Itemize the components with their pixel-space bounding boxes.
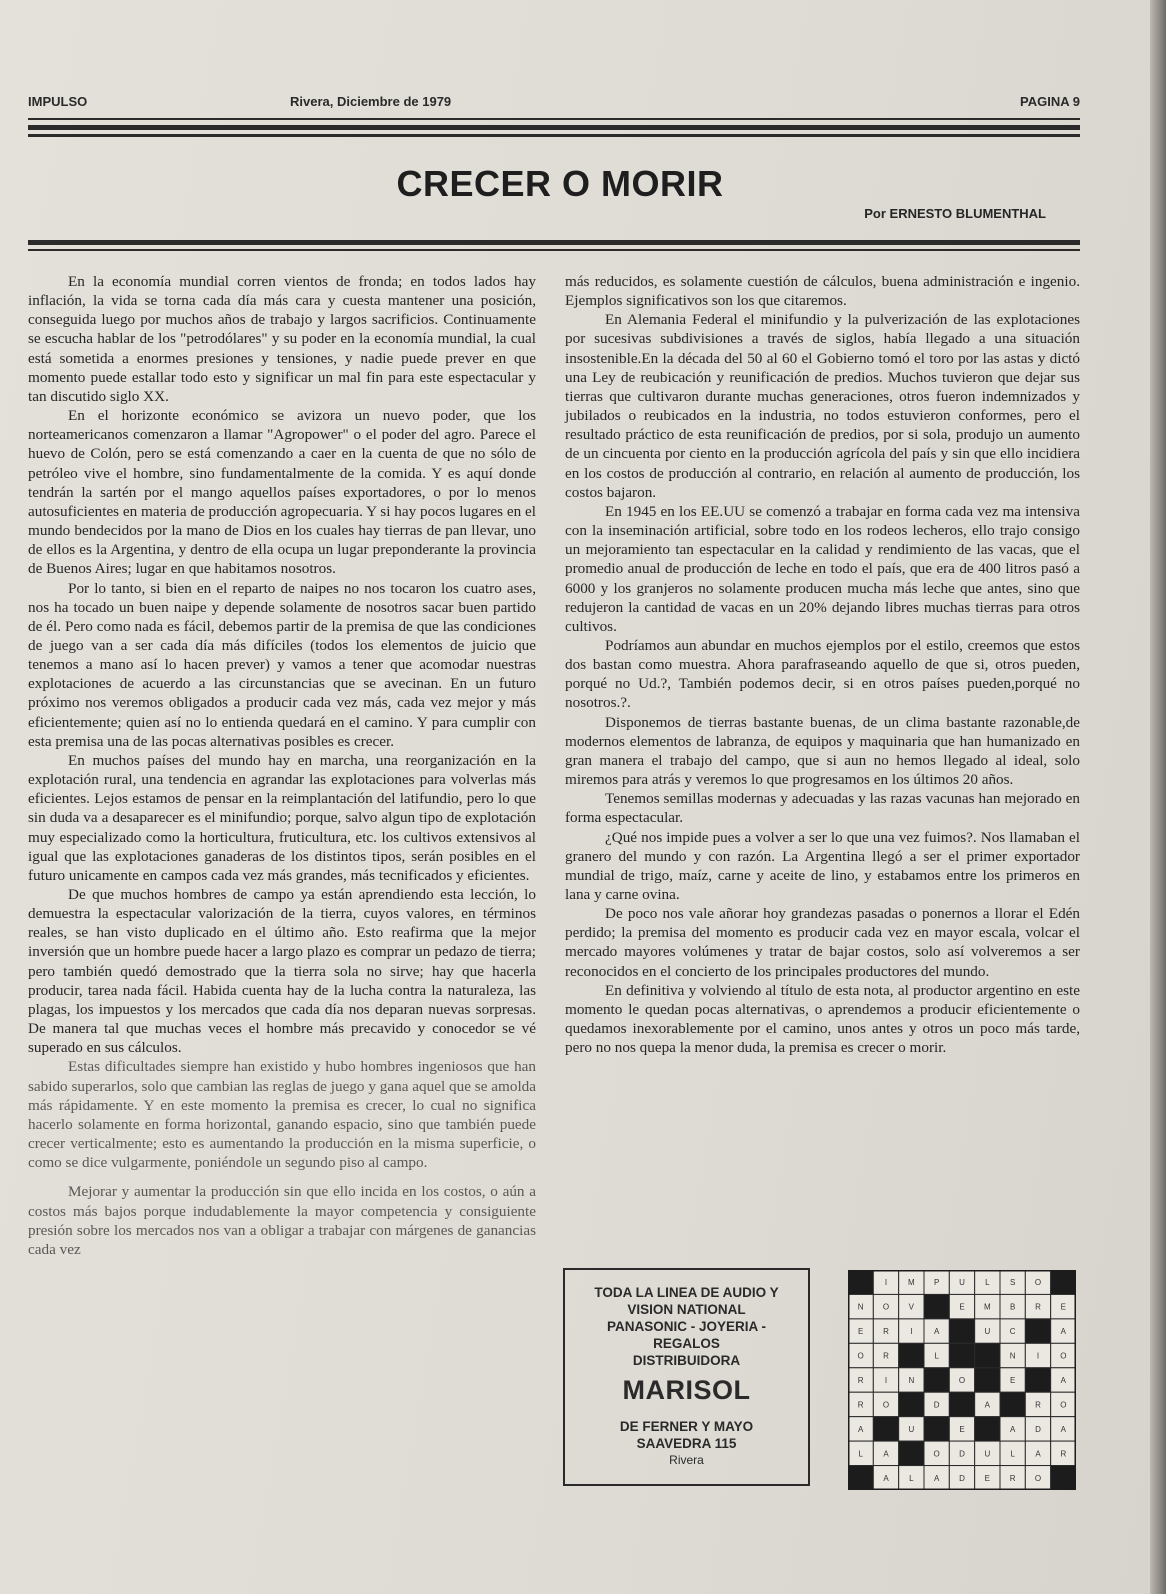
article-paragraph: Disponemos de tierras bastante buenas, de un clima bastante razonable,de modernos elementos de labranza, de equipos y maquinaria que han humanizado en gran manera el trabajo del campo, que si aun no hemos llegado al ideal, solo miremos para atrás y veremos lo que progresamos en los últimos 20 años. bbox=[565, 713, 1080, 789]
article-paragraph: más reducidos, es solamente cuestión de cálculos, buena administración e ingenio. Ejemplos significativos son los que citaremos. bbox=[565, 273, 1080, 310]
article-paragraph: En 1945 en los EE.UU se comenzó a trabajar en forma cada vez ma intensiva con la inseminación artificial, sobre todo en los rodeos lecheros, ello trajo consigo un mejoramiento tan espectacular en la calidad y rendimiento de las vacas, que el promedio anual de producción de leche en todo el país, que era de 400 litros pasó a 6000 y los granjeros no solamente producen mucha más leche que antes, sino que redujeron la cantidad de vacas en un 20% dejando libres muchas tierras para otros cultivos. bbox=[565, 502, 1080, 635]
crossword-letter: A bbox=[1060, 1327, 1067, 1337]
advertisement-box bbox=[563, 1268, 810, 1486]
article-paragraph: Mejorar y aumentar la producción sin que ello incida en los costos, o aún a costos más bajos porque indudablemente la mayor competencia y consiguiente presión sobre los mercados nos van a obligar a trabajar con márgenes de ganancias cada vez bbox=[28, 1183, 536, 1258]
article-paragraph: Por lo tanto, si bien en el reparto de naipes no nos tocaron los cuatro ases, nos ha tocado un buen naipe y depende solamente de nosotros sacar buen partido de él. Pero como nada es fácil, debemos partir de la premisa de que las condiciones de juego van a ser cada día más difíciles (todos los elementos de juicio que tenemos a mano así lo hacen prever) y vamos a tener que acomodar nuestras explotaciones de acuerdo a las circunstancias que se avecinan. En un futuro próximo nos veremos obligados a producir cada vez más, cada vez mejor y más eficientemente; quien así no lo entienda quedará en el camino. Y para cumplir con esta premisa una de las pocas alternativas posibles es crecer. bbox=[28, 579, 536, 750]
ad-town: Rivera bbox=[669, 1453, 704, 1467]
crossword-letter: R bbox=[883, 1351, 889, 1361]
crossword-puzzle bbox=[848, 1270, 1076, 1490]
crossword-letter: O bbox=[857, 1351, 864, 1361]
crossword-letter: E bbox=[959, 1302, 965, 1312]
crossword-letter: R bbox=[1035, 1302, 1041, 1312]
header-rule-thin bbox=[28, 118, 1080, 120]
crossword-letter: R bbox=[857, 1376, 864, 1385]
ad-line: TODA LA LINEA DE AUDIO Y bbox=[594, 1285, 779, 1300]
crossword-letter: A bbox=[1035, 1449, 1041, 1459]
crossword-black-cell bbox=[1051, 1270, 1076, 1294]
article-paragraph: En definitiva y volviendo al título de esta nota, al productor argentino en este momento le quedan pocas alternativas, o aprendemos a producir eficientemente o quedamos inexorablemente por el camino, unos antes y otros un poco más tarde, pero no nos quepa la menor duda, la premisa es crecer o morir. bbox=[565, 981, 1080, 1057]
crossword-letter: O bbox=[882, 1302, 890, 1312]
crossword-letter: R bbox=[1060, 1449, 1067, 1459]
crossword-black-cell bbox=[899, 1392, 924, 1416]
crossword-letter: A bbox=[883, 1449, 889, 1459]
crossword-letter: A bbox=[933, 1473, 940, 1483]
crossword-letter: L bbox=[858, 1449, 863, 1459]
article-byline: Por ERNESTO BLUMENTHAL bbox=[864, 206, 1046, 221]
crossword-letter: M bbox=[983, 1302, 991, 1312]
crossword-letter: L bbox=[934, 1351, 939, 1361]
page-header bbox=[28, 92, 1080, 114]
crossword-letter: O bbox=[1060, 1351, 1067, 1361]
crossword-letter: R bbox=[1035, 1400, 1041, 1410]
crossword-letter: A bbox=[857, 1424, 864, 1434]
crossword-black-cell bbox=[899, 1441, 924, 1465]
crossword-letter: N bbox=[857, 1302, 864, 1312]
crossword-letter: D bbox=[959, 1473, 965, 1483]
crossword-black-cell bbox=[899, 1343, 924, 1367]
crossword-letter: C bbox=[1009, 1327, 1016, 1337]
crossword-letter: E bbox=[959, 1424, 965, 1434]
article-paragraph: En muchos países del mundo hay en marcha, una reorganización en la explotación rural, una tendencia en agrandar las explotaciones para volverlas más eficientes. Lejos estamos de pensar en la reimplantación del latifundio, pero lo que sin duda va a desaparecer es el minifundio; porque, salvo algun tipo de explotación muy especializado como la horticultura, fruticultura, etc. los cultivos extensivos al igual que las explotaciones ganaderas de los distintos tipos, serán posibles en el futuro unicamente en campos cada vez más grandes, más tecnificados y eficientes. bbox=[28, 751, 536, 884]
ad-line: REGALOS bbox=[653, 1336, 720, 1351]
crossword-letter: A bbox=[883, 1473, 889, 1483]
article-paragraph: ¿Qué nos impide pues a volver a ser lo que una vez fuimos?. Nos llamaban el granero del mundo y con razón. La Argentina llegó a ser el primer exportador mundial de trigo, maíz, carne y aceite de lino, y estabamos entre los primeros en lana y carne ovina. bbox=[565, 828, 1080, 903]
crossword-letter: A bbox=[1060, 1376, 1067, 1385]
crossword-letter: A bbox=[933, 1327, 940, 1337]
page-number: PAGINA 9 bbox=[1020, 94, 1080, 109]
crossword-black-cell bbox=[924, 1368, 949, 1392]
header-rule-thick bbox=[28, 125, 1080, 130]
crossword-black-cell bbox=[1025, 1319, 1050, 1343]
crossword-letter: U bbox=[908, 1424, 915, 1434]
crossword-letter: O bbox=[882, 1400, 890, 1410]
article-paragraph: Podríamos aun abundar en muchos ejemplos por el estilo, creemos que estos dos bastan como muestra. Ahora parafraseando aquello de que si, otros pueden, porqué no Ud.?, También podemos decir, si en otros países pueden,porqué no nosotros.?. bbox=[565, 636, 1080, 712]
article-column-left bbox=[28, 272, 536, 1259]
title-rule-thin bbox=[28, 249, 1080, 251]
crossword-letter: N bbox=[908, 1376, 915, 1385]
ad-line: VISION NATIONAL bbox=[627, 1302, 746, 1317]
article-paragraph: Tenemos semillas modernas y adecuadas y las razas vacunas han mejorado en forma espectacular. bbox=[565, 790, 1080, 827]
ad-line: PANASONIC - JOYERIA - bbox=[606, 1319, 766, 1334]
crossword-letter: O bbox=[1034, 1473, 1042, 1483]
crossword-letter: U bbox=[959, 1278, 965, 1288]
crossword-letter: V bbox=[908, 1302, 915, 1312]
newspaper-name: IMPULSO bbox=[28, 94, 88, 109]
dateline: Rivera, Diciembre de 1979 bbox=[290, 94, 452, 109]
crossword-letter: O bbox=[1034, 1278, 1042, 1288]
crossword-black-cell bbox=[975, 1417, 1000, 1441]
crossword-letter: N bbox=[1009, 1351, 1016, 1361]
crossword-letter: E bbox=[1060, 1302, 1067, 1312]
crossword-black-cell bbox=[949, 1319, 974, 1343]
article-paragraph: En el horizonte económico se avizora un nuevo poder, que los norteamericanos comenzaron a llamar "Agropower" o el poder del agro. Parece el huevo de Colón, pero se está comenzando a caer en la cuenta de que no sólo de petróleo vive el hombre, sino fundamentalmente de la comida. Y es aquí donde tendrán la sartén por el mango aquellos países exportadores, o por lo menos autosuficientes en materia de producción agropecuaria. Y si hay pocos lugares en el mundo bendecidos por la mano de Dios en los cuales hay tierras de pan llevar, uno de ellos es la Argentina, y dentro de ella ocupa un lugar preponderante la provincia de Buenos Aires; lugar en que habitamos nosotros. bbox=[28, 407, 536, 578]
crossword-letter: M bbox=[907, 1278, 915, 1288]
crossword-letter: I bbox=[910, 1327, 913, 1337]
crossword-letter: B bbox=[1009, 1302, 1016, 1312]
crossword-black-cell bbox=[975, 1368, 1000, 1392]
crossword-letter: O bbox=[933, 1449, 940, 1459]
crossword-letter: D bbox=[1035, 1424, 1041, 1434]
crossword-letter: D bbox=[959, 1449, 965, 1459]
article-paragraph: Estas dificultades siempre han existido y hubo hombres ingeniosos que han sabido superarlos, solo que cambian las reglas de juego y gana aquel que se amolda más rápidamente. Y en este momento la premisa es crecer, lo cual no significa hacerlo solamente en forma horizontal, ganando espacio, sino que también puede crecer verticalmente; esto es aumentando la producción en la misma superficie, o como se dice vulgarmente, poniéndole un segundo piso al campo. bbox=[28, 1058, 536, 1172]
ad-brand: MARISOL bbox=[622, 1375, 751, 1405]
crossword-black-cell bbox=[975, 1343, 1000, 1367]
crossword-letter: L bbox=[909, 1473, 914, 1483]
header-rule-bottom bbox=[28, 134, 1080, 137]
crossword-letter: A bbox=[1009, 1424, 1016, 1434]
crossword-letter: E bbox=[1009, 1376, 1016, 1385]
ad-line: DISTRIBUIDORA bbox=[632, 1353, 741, 1368]
crossword-letter: E bbox=[857, 1327, 864, 1337]
crossword-black-cell bbox=[848, 1270, 873, 1294]
article-paragraph: En Alemania Federal el minifundio y la pulverización de las explotaciones por sucesivas subdivisiones a través de siglos, había llegado a una situación insostenible.En la década del 50 al 60 el Gobierno tomó el toro por las astas y dictó una Ley de reubicación y reunificación de predios. Muchos tuvieron que dejar sus tierras que cultivaron durante muchas generaciones, otros fueron indemnizados y jubilados o reubicados en la industria, no todos estuvieron conformes, pero el resultado práctico de esta reunificación de predios, por si sola, produjo un aumento de un cincuenta por ciento en la producción agrícola del país y sin que ello incidiera en los costos de producción al contrario, en relación al aumento de producción, los costos bajaron. bbox=[565, 311, 1080, 501]
crossword-letter: I bbox=[884, 1376, 888, 1385]
crossword-letter: R bbox=[857, 1400, 864, 1410]
crossword-letter: I bbox=[1036, 1351, 1040, 1361]
crossword-black-cell bbox=[873, 1417, 898, 1441]
crossword-black-cell bbox=[1000, 1392, 1025, 1416]
crossword-letter: U bbox=[984, 1327, 991, 1337]
crossword-letter: A bbox=[984, 1400, 991, 1410]
crossword-black-cell bbox=[848, 1466, 873, 1490]
crossword-letter: S bbox=[1009, 1278, 1016, 1288]
ad-address: DE FERNER Y MAYO bbox=[619, 1419, 754, 1434]
crossword-black-cell bbox=[924, 1294, 949, 1318]
article-paragraph: En la economía mundial corren vientos de fronda; en todos lados hay inflación, la vida se torna cada día más cara y cuesta mantener una posición, conseguida luego por muchos años de trabajo y largos sacrificios. Continuamente se escucha hablar de los "petrodólares" y su poder en la economía mundial, la cual está sometida a enormes presiones y tensiones, y nadie puede prever en que momento puede estallar todo esto y significar un mal fin para este espectacular y tan discutido siglo XX. bbox=[28, 273, 536, 405]
crossword-black-cell bbox=[949, 1392, 974, 1416]
article-column-right bbox=[565, 272, 1080, 1057]
crossword-letter: L bbox=[985, 1278, 990, 1288]
page-edge-shadow bbox=[1150, 0, 1166, 1594]
crossword-letter: I bbox=[884, 1278, 888, 1288]
article-paragraph: De poco nos vale añorar hoy grandezas pasadas o ponernos a llorar el Edén perdido; la premisa del momento es producir cada vez en mayor escala, volcar el mercado mayores volúmenes y tratar de bajar costos, solo así volveremos a ser reconocidos en el concierto de los principales productores del mundo. bbox=[565, 905, 1080, 980]
crossword-letter: U bbox=[984, 1449, 991, 1459]
crossword-letter: A bbox=[1060, 1424, 1067, 1434]
crossword-black-cell bbox=[1051, 1466, 1076, 1490]
crossword-black-cell bbox=[1025, 1368, 1050, 1392]
crossword-letter: O bbox=[1060, 1400, 1067, 1410]
article-paragraph: De que muchos hombres de campo ya están aprendiendo esta lección, lo demuestra la espectacular valorización de la tierra, cuyos valores, en términos reales, se han visto duplicado en el último año. Esto reafirma que la mejor inversión que un hombre puede hacer a largo plazo es comprar un pedazo de tierra; pero también quedó demostrado que la tierra sola no sirve; hay que hacerla producir, tarea nada fácil. Habida cuenta hay de la lucha contra la naturaleza, las plagas, los impuestos y los mercados que cada día nos deparan nuevas sorpresas. De manera tal que muchas veces el hombre más precavido y conocedor se vé superado en sus cálculos. bbox=[28, 886, 536, 1057]
crossword-letter: D bbox=[933, 1400, 940, 1410]
crossword-letter: O bbox=[958, 1376, 966, 1385]
crossword-letter: P bbox=[933, 1278, 940, 1288]
crossword-letter: E bbox=[984, 1473, 991, 1483]
crossword-letter: R bbox=[1009, 1473, 1016, 1483]
crossword-grid bbox=[848, 1270, 1076, 1490]
title-rule-thick bbox=[28, 240, 1080, 245]
ad-address: SAAVEDRA 115 bbox=[636, 1436, 737, 1451]
crossword-black-cell bbox=[924, 1417, 949, 1441]
crossword-black-cell bbox=[949, 1343, 974, 1367]
crossword-letter: R bbox=[883, 1327, 889, 1337]
article-title: CRECER O MORIR bbox=[396, 163, 724, 204]
crossword-letter: L bbox=[1010, 1449, 1015, 1459]
